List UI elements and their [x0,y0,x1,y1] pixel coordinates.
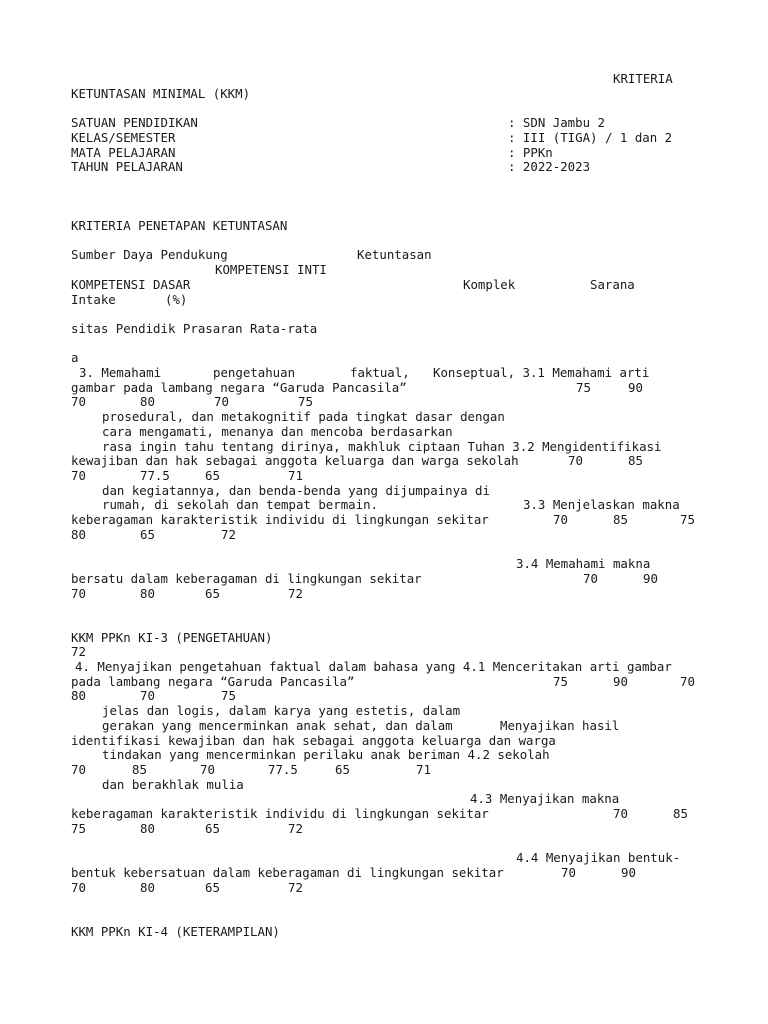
text-run: 70 [71,467,86,483]
doc-line [0,190,768,205]
doc-line [0,601,768,616]
text-run: 70 [583,570,598,586]
text-run: bentuk kebersatuan dalam keberagaman di lingkungan sekitar [71,864,504,880]
doc-line [0,925,768,940]
doc-line [0,278,768,293]
text-run: faktual, [350,365,410,380]
text-run: 4.3 Menyajikan makna [470,791,620,807]
doc-line [0,910,768,925]
text-run: 70 [71,394,86,410]
text-run: TAHUN PELAJARAN [71,159,183,175]
text-run: 75 [576,379,591,395]
text-run: KKM PPKn KI-3 (PENGETAHUAN) [71,629,273,645]
text-run: 72 [288,820,303,836]
text-run: rumah, di sekolah dan tempat bermain. [102,497,379,513]
text-run: 75 [680,512,695,527]
text-run: 70 [214,394,229,410]
text-run: jelas dan logis, dalam karya yang estetis, dalam [102,703,461,719]
text-run: 3.4 Memahami makna [516,556,651,572]
text-run: dan berakhlak mulia [102,776,244,792]
text-run: SATUAN PENDIDIKAN [71,115,198,131]
text-run: 3.3 Menjelaskan makna [523,497,680,513]
text-run: (%) [165,291,188,307]
text-run: 4. Menyajikan pengetahuan faktual dalam bahasa yang 4.1 Menceritakan arti gambar [75,659,672,674]
text-run: sitas Pendidik Prasaran Rata-rata [71,320,318,336]
doc-line [0,763,768,778]
text-run: 90 [613,673,628,689]
text-run: 80 [71,688,86,704]
text-run: : III (TIGA) / 1 dan 2 [508,129,673,145]
text-run: KETUNTASAN MINIMAL (KKM) [71,85,251,101]
doc-line [0,513,768,528]
doc-line [0,160,768,175]
doc-line [0,866,768,881]
text-run: kewajiban dan hak sebagai anggota keluarga dan warga sekolah [71,453,519,469]
doc-line [0,807,768,822]
text-run: dan kegiatannya, dan benda-benda yang dijumpainya di [102,482,490,498]
doc-line [0,675,768,690]
doc-line [0,528,768,543]
text-run: 70 [71,879,86,895]
text-run: Sarana [590,276,635,292]
text-run: Intake [71,291,116,307]
text-run: 70 [553,512,568,527]
text-run: 65 [140,526,155,542]
doc-line [0,248,768,263]
doc-line [0,778,768,793]
text-run: 80 [71,526,86,542]
doc-line [0,366,768,381]
text-run: 85 [673,806,688,821]
text-run: MATA PELAJARAN [71,144,176,160]
doc-line [0,557,768,572]
doc-line [0,851,768,866]
doc-line [0,454,768,469]
doc-line [0,616,768,631]
text-run: Menyajikan hasil [500,717,620,733]
doc-line [0,631,768,646]
text-run: 80 [140,879,155,895]
text-run: pada lambang negara “Garuda Pancasila” [71,673,355,689]
text-run: 75 [221,688,236,704]
text-run: KOMPETENSI DASAR [71,276,191,292]
doc-line [0,131,768,146]
doc-line [0,748,768,763]
text-run: 65 [205,585,220,601]
doc-line [0,572,768,587]
text-run: bersatu dalam keberagaman di lingkungan sekitar [71,570,422,586]
text-run: Konseptual, 3.1 Memahami arti [433,365,650,380]
text-run: 85 [132,761,147,777]
doc-line [0,263,768,278]
text-run: 70 [200,761,215,777]
doc-line [0,293,768,308]
text-run: 72 [288,585,303,601]
text-run: 65 [205,879,220,895]
text-run: 65 [205,820,220,836]
text-run: 77.5 [268,761,298,777]
text-run: 71 [288,467,303,483]
text-run: a [71,350,79,366]
doc-line [0,322,768,337]
doc-line [0,542,768,557]
text-run: 4.4 Menyajikan bentuk- [516,850,681,866]
text-run: KOMPETENSI INTI [215,262,327,278]
text-run: KKM PPKn KI-4 (KETERAMPILAN) [71,923,280,939]
text-run: Komplek [463,276,516,292]
text-run: KELAS/SEMESTER [71,129,176,145]
doc-line [0,307,768,322]
text-run: KRITERIA PENETAPAN KETUNTASAN [71,218,288,233]
doc-line [0,704,768,719]
text-run: 70 [561,864,576,880]
doc-line [0,719,768,734]
doc-line [0,881,768,896]
text-run: 90 [621,864,636,880]
text-run: 71 [416,761,431,777]
text-run: keberagaman karakteristik individu di lingkungan sekitar [71,512,489,527]
text-run: keberagaman karakteristik individu di lingkungan sekitar [71,806,489,821]
text-run: 70 [71,761,86,777]
text-run: 80 [140,394,155,410]
text-run: : SDN Jambu 2 [508,115,605,131]
text-run: 85 [628,453,643,469]
doc-line [0,425,768,440]
text-run: 65 [335,761,350,777]
text-run: 72 [288,879,303,895]
text-run: gambar pada lambang negara “Garuda Pancasila” [71,379,407,395]
doc-line [0,469,768,484]
text-run: 80 [140,820,155,836]
text-run: rasa ingin tahu tentang dirinya, makhluk ciptaan Tuhan 3.2 Mengidentifikasi [102,438,662,454]
text-run: 72 [221,526,236,542]
doc-line [0,337,768,352]
doc-line [0,895,768,910]
doc-line [0,822,768,837]
text-run: pengetahuan [213,365,296,380]
text-run: prosedural, dan metakognitif pada tingkat dasar dengan [102,409,505,425]
doc-line [0,175,768,190]
text-run: Sumber Daya Pendukung [71,247,228,263]
text-run: 72 [71,644,86,660]
doc-line [0,219,768,234]
text-run: 65 [205,467,220,483]
text-run: 77.5 [140,467,170,483]
text-run: 90 [643,570,658,586]
text-run: 75 [71,820,86,836]
text-run: 70 [71,585,86,601]
doc-line [0,116,768,131]
text-run: Ketuntasan [357,247,432,263]
text-run: 70 [613,806,628,821]
text-run: KRITERIA [613,71,673,86]
text-run: cara mengamati, menanya dan mencoba berdasarkan [102,423,453,439]
text-run: identifikasi kewajiban dan hak sebagai anggota keluarga dan warga [71,732,556,748]
doc-line [0,87,768,102]
text-run: 70 [568,453,583,469]
text-run: 90 [628,379,643,395]
text-run: : 2022-2023 [508,159,591,175]
text-run: 75 [298,394,313,410]
doc-line [0,410,768,425]
doc-line [0,660,768,675]
doc-line [0,381,768,396]
text-run: 70 [680,673,695,689]
doc-line [0,72,768,87]
doc-line [0,587,768,602]
text-run: : PPKn [508,144,553,160]
text-run: 75 [553,673,568,689]
text-run: 3. Memahami [79,365,162,380]
text-run: 85 [613,512,628,527]
text-run: 70 [140,688,155,704]
text-run: 80 [140,585,155,601]
text-run: tindakan yang mencerminkan perilaku anak beriman 4.2 sekolah [102,747,550,763]
text-run: gerakan yang mencerminkan anak sehat, dan dalam [102,717,453,733]
